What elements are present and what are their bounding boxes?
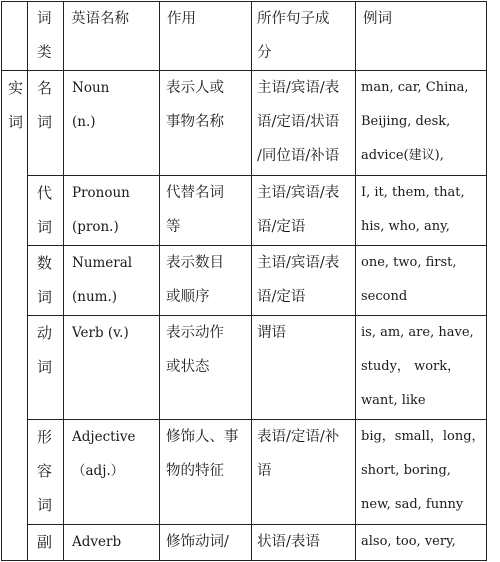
- pos-char: 动: [37, 324, 53, 342]
- pos-char: 词: [37, 113, 53, 131]
- examples-cell: [356, 246, 487, 316]
- header-word-class: [28, 2, 64, 71]
- pos-char: 词: [37, 218, 53, 236]
- category-cell: [2, 71, 28, 561]
- english-name-line: (pron.): [72, 219, 119, 235]
- function-cell: [160, 176, 252, 246]
- examples-line: Beijing, desk,: [361, 114, 451, 129]
- sentence-role-cell: [252, 246, 356, 316]
- header-word-class-line: 词: [37, 11, 52, 27]
- function-line: 或顺序: [166, 289, 210, 305]
- sentence-role-cell: [252, 316, 356, 420]
- header-row: [2, 2, 487, 71]
- table-row: [2, 316, 487, 420]
- english-name-line: （adj.）: [72, 463, 125, 479]
- pos-char: 数: [37, 254, 53, 272]
- function-cell: [160, 316, 252, 420]
- sentence-role-line: 语/定语: [257, 219, 306, 235]
- sentence-role-cell: [252, 420, 356, 525]
- english-name-line: Verb (v.): [72, 325, 129, 341]
- examples-line: I, it, them, that,: [361, 185, 465, 200]
- examples-line: study， work，: [361, 359, 461, 374]
- function-line: 代替名词: [166, 185, 224, 201]
- function-cell: [160, 525, 252, 561]
- sentence-role-cell: [252, 71, 356, 176]
- sentence-role-line: 状语/表语: [257, 534, 320, 550]
- function-line: 物的特征: [166, 463, 224, 479]
- function-line: 表示数目: [166, 255, 224, 271]
- english-name-line: Pronoun: [72, 185, 130, 201]
- pos-cell: [28, 71, 64, 176]
- sentence-role-line: 语/定语: [257, 289, 306, 305]
- header-sentence-role-line: 分: [257, 45, 272, 61]
- function-line: 修饰动词/: [166, 534, 229, 550]
- examples-cell: [356, 420, 487, 525]
- sentence-role-line: 主语/宾语/表: [257, 255, 340, 271]
- english-name-line: Adverb: [72, 534, 122, 550]
- header-sentence-role: [252, 2, 356, 71]
- sentence-role-line: 主语/宾语/表: [257, 80, 340, 96]
- sentence-role-line: 谓语: [257, 325, 286, 341]
- english-name-cell: [64, 420, 160, 525]
- function-line: 表示人或: [166, 80, 224, 96]
- header-english-name-label: 英语名称: [71, 11, 129, 27]
- english-name-cell: [64, 316, 160, 420]
- header-function-label: 作用: [167, 11, 196, 27]
- pos-cell: [28, 316, 64, 420]
- examples-line: new, sad, funny: [361, 497, 464, 512]
- sentence-role-cell: [252, 525, 356, 561]
- pos-char: 代: [37, 184, 53, 202]
- examples-line: one, two, first,: [361, 255, 457, 270]
- function-line: 表示动作: [166, 325, 224, 341]
- function-line: 修饰人、事: [166, 429, 239, 445]
- function-line: 或状态: [166, 359, 210, 375]
- table-row: [2, 525, 487, 561]
- english-name-cell: [64, 71, 160, 176]
- english-name-line: (n.): [72, 114, 96, 130]
- sentence-role-line: 语/定语/状语: [257, 114, 340, 130]
- header-word-class-line: 类: [37, 45, 52, 61]
- english-name-cell: [64, 246, 160, 316]
- english-name-cell: [64, 176, 160, 246]
- table-row: [2, 420, 487, 525]
- header-examples: [356, 2, 487, 71]
- function-line: 事物名称: [166, 114, 224, 130]
- function-cell: [160, 71, 252, 176]
- english-name-line: (num.): [72, 289, 118, 305]
- examples-line: big，small，long，: [361, 429, 485, 444]
- table-row: [2, 176, 487, 246]
- examples-line: is, am, are, have,: [361, 325, 474, 340]
- category-char: 词: [8, 113, 24, 131]
- sentence-role-cell: [252, 176, 356, 246]
- english-name-line: Numeral: [72, 255, 133, 271]
- examples-line: second: [361, 289, 408, 304]
- examples-line: his, who, any,: [361, 219, 450, 234]
- header-english-name: [64, 2, 160, 71]
- examples-line: also, too, very,: [361, 534, 456, 549]
- header-function: [160, 2, 252, 71]
- function-cell: [160, 246, 252, 316]
- pos-char: 容: [37, 462, 53, 480]
- examples-line: short, boring,: [361, 463, 451, 478]
- header-blank-cell: [2, 2, 28, 71]
- examples-cell: [356, 316, 487, 420]
- english-name-line: Adjective: [72, 429, 136, 445]
- table-row: [2, 246, 487, 316]
- pos-cell: [28, 246, 64, 316]
- parts-of-speech-table: [1, 1, 487, 561]
- header-examples-label: 例词: [363, 11, 392, 27]
- examples-line: advice(建议),: [361, 148, 444, 163]
- pos-char: 词: [37, 358, 53, 376]
- examples-line: man, car, China,: [361, 80, 469, 95]
- sentence-role-line: 表语/定语/补: [257, 429, 340, 445]
- pos-cell: [28, 420, 64, 525]
- pos-char: 词: [37, 288, 53, 306]
- english-name-cell: [64, 525, 160, 561]
- pos-char: 形: [37, 428, 53, 446]
- pos-char: 词: [37, 496, 53, 514]
- header-sentence-role-line: 所作句子成: [257, 11, 330, 27]
- examples-cell: [356, 176, 487, 246]
- sentence-role-line: /同位语/补语: [257, 148, 340, 164]
- pos-char: 副: [37, 533, 53, 551]
- examples-cell: [356, 525, 487, 561]
- category-char: 实: [8, 79, 24, 97]
- table-row: [2, 71, 487, 176]
- english-name-line: Noun: [72, 80, 110, 96]
- pos-cell: [28, 525, 64, 561]
- function-line: 等: [166, 219, 181, 235]
- function-cell: [160, 420, 252, 525]
- pos-char: 名: [37, 79, 53, 97]
- examples-cell: [356, 71, 487, 176]
- pos-cell: [28, 176, 64, 246]
- sentence-role-line: 语: [257, 463, 272, 479]
- sentence-role-line: 主语/宾语/表: [257, 185, 340, 201]
- examples-line: want, like: [361, 393, 426, 408]
